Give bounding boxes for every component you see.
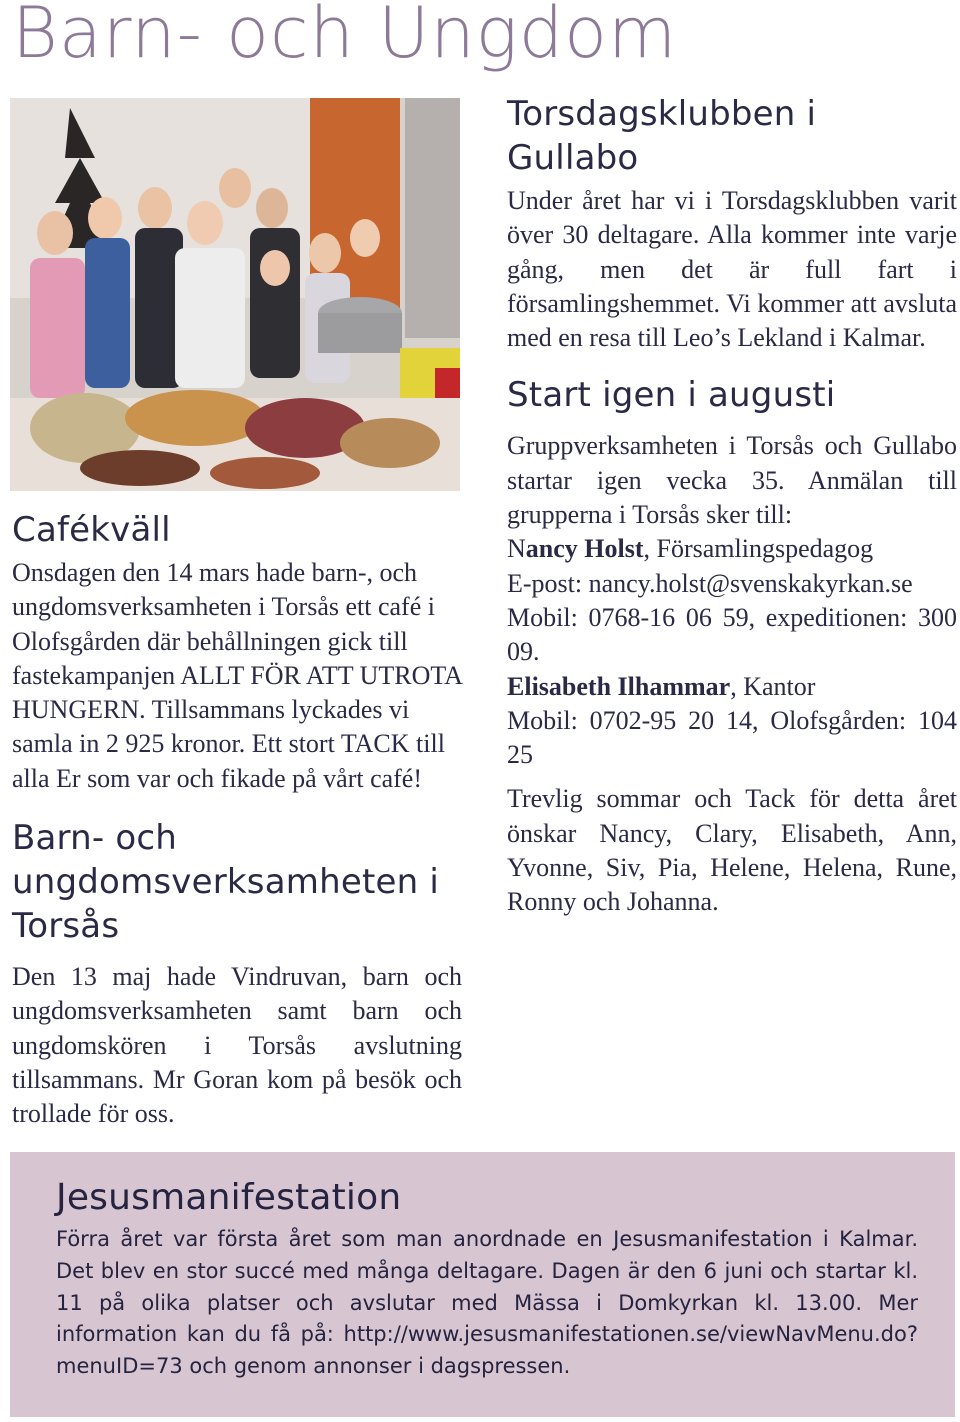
contact-elisabeth-line <box>507 670 957 704</box>
jesus-body: Förra året var första året som man anordnade en Jesusmanifestation i Kalmar. Det blev en stor succé med många deltagare. Dagen är den 6 juni och startar kl. 11 på olika platser och avslutar med Mässa i Domkyrkan kl. 13.00. Mer information kan du få på: http://www.jesusmanifestationen.se/viewNavMenu.do?menuID=73 och genom annonser i dagspressen. <box>56 1227 918 1379</box>
cafe-photo <box>10 98 460 491</box>
contact-nancy-name: ancy Holst <box>525 534 644 564</box>
photo-illustration <box>10 98 460 491</box>
start-heading: Start igen i augusti <box>507 375 836 416</box>
right-column <box>507 92 957 934</box>
contact-elisabeth-name: Elisabeth Ilhammar <box>507 671 731 701</box>
contact-nancy-phone: Mobil: 0768-16 06 59, expeditionen: 300 09. <box>507 602 957 667</box>
contact-elisabeth-phone: Mobil: 0702-95 20 14, Olofsgården: 104 25 <box>507 705 957 770</box>
torsas-body: Den 13 maj hade Vindruvan, barn och ungdomsverksamheten samt barn och ungdomskören i Torsås avslutning tillsammans. Mr Goran kom på besök och trollade för oss. <box>12 962 462 1129</box>
torsdagsklubben-body: Under året har vi i Torsdagsklubben varit över 30 deltagare. Alla kommer inte varje gång, men det är full fart i församlingshemmet. Vi kommer att avsluta med en resa till Leo’s Lekland i Kalmar. <box>507 186 957 353</box>
cafe-body: Onsdagen den 14 mars hade barn-, och ungdomsverksamheten i Torsås ett café i Olofsgården där behållningen gick till fastekampanjen ALLT FÖR ATT UTROTA HUNGERN. Tillsammans lyckades vi samla in 2 925 kronor. Ett stort TACK till alla Er som var och fikade på vårt café! <box>12 558 462 793</box>
cafe-section <box>12 508 462 796</box>
page-title: Barn- och Ungdom <box>12 0 678 74</box>
jesusmanifestation-box <box>10 1152 955 1417</box>
start-section <box>507 373 957 919</box>
torsdagsklubben-heading: Torsdagsklubben i Gullabo <box>507 94 817 178</box>
left-column <box>12 508 462 1146</box>
contact-nancy-initial: N <box>507 534 526 564</box>
cafe-heading: Cafékväll <box>12 510 171 550</box>
contact-elisabeth-role: , Kantor <box>730 671 816 701</box>
closing-text: Trevlig sommar och Tack för detta året önskar Nancy, Clary, Elisabeth, Ann, Yvonne, Siv, Pia, Helene, Helena, Rune, Ronny och Johanna. <box>507 784 957 917</box>
torsas-section <box>12 816 462 1131</box>
torsas-heading: Barn- och ungdomsverksamheten i Torsås <box>12 818 439 947</box>
contact-nancy <box>507 532 957 669</box>
contact-nancy-line <box>507 532 957 566</box>
torsdagsklubben-section <box>507 92 957 355</box>
contact-nancy-role: , Församlingspedagog <box>643 534 874 564</box>
jesus-heading: Jesusmanifestation <box>56 1177 402 1218</box>
start-intro: Gruppverksamheten i Torsås och Gullabo startar igen vecka 35. Anmälan till grupperna i Torsås sker till: <box>507 431 957 530</box>
contact-nancy-email: E-post: nancy.holst@svenskakyrkan.se <box>507 568 913 598</box>
contact-elisabeth <box>507 670 957 773</box>
